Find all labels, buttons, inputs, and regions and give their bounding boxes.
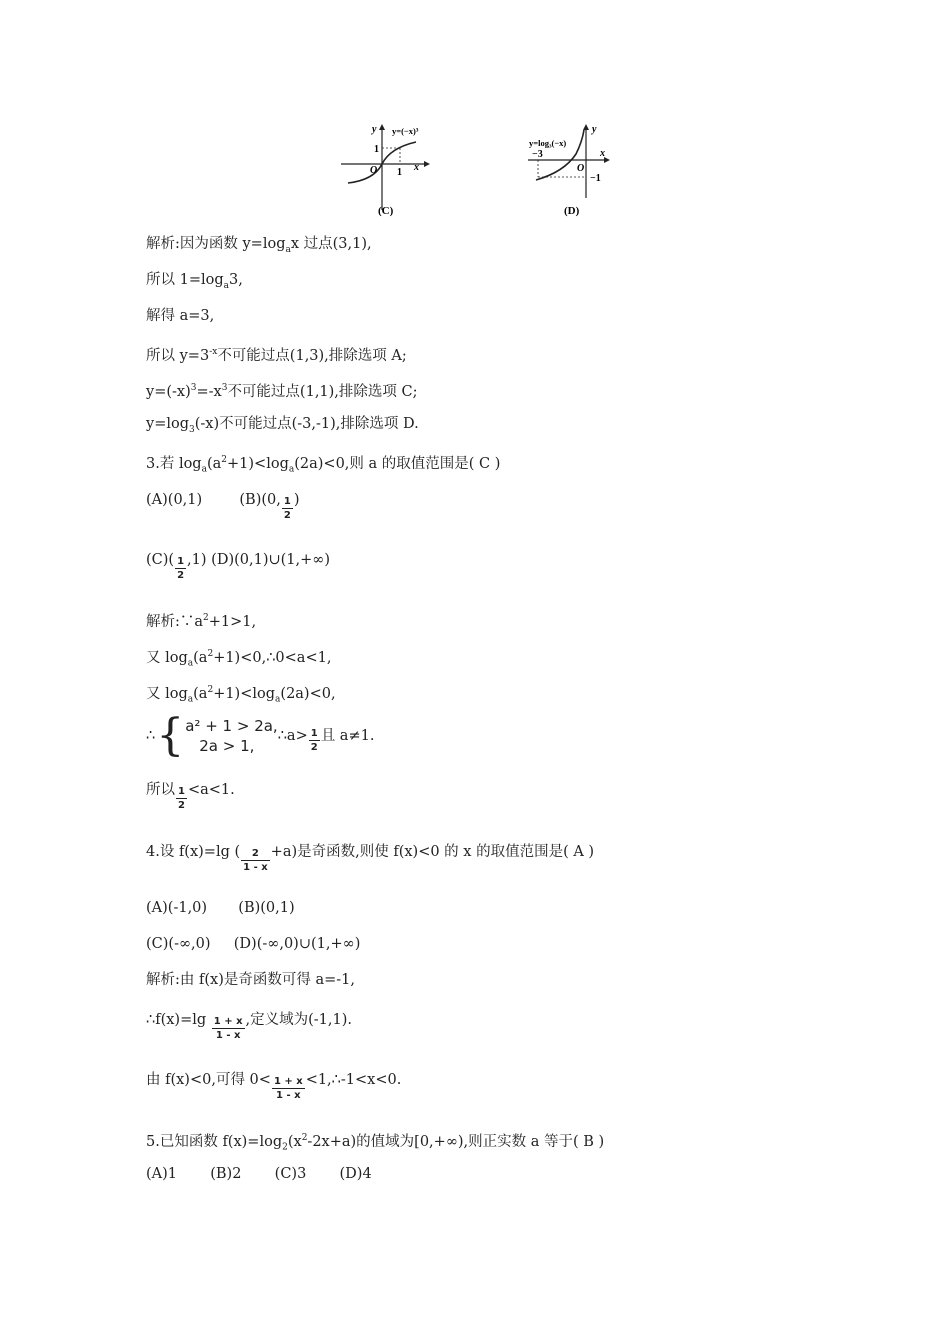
- text: <a<1.: [187, 782, 235, 798]
- fraction-half: [175, 555, 186, 582]
- q3-analysis-line-5: [146, 780, 235, 812]
- text: (x: [287, 1133, 302, 1150]
- sub: 2: [282, 1142, 288, 1153]
- text: ∴a>: [277, 728, 308, 744]
- graph-c: [336, 120, 436, 220]
- d-tick-x: −3: [532, 149, 543, 160]
- text: 所以 y=3: [146, 347, 210, 364]
- q5-options: [146, 1164, 372, 1184]
- text: 又 log: [146, 685, 188, 702]
- sub: a: [187, 658, 194, 669]
- text: +1)<log: [213, 685, 276, 702]
- sup: 3: [190, 383, 197, 393]
- den: 2: [178, 800, 185, 811]
- q4-analysis-line-2: [146, 1010, 352, 1042]
- q4-analysis-line-1: [146, 970, 355, 990]
- sup: 2: [207, 649, 214, 659]
- den: 2: [177, 570, 185, 581]
- fraction-2-over-1-minus-x: [241, 847, 270, 874]
- sup: 2: [301, 1133, 308, 1143]
- den: 1 - x: [215, 1030, 241, 1041]
- q5-stem: [146, 1128, 604, 1158]
- q4-options-cd: [146, 934, 360, 954]
- num: 1 + x: [273, 1076, 303, 1087]
- sub: a: [187, 694, 194, 705]
- option-c: (C)(-∞,0): [146, 936, 211, 952]
- q3-analysis-line-1: [146, 608, 256, 632]
- option-a: (A)1: [146, 1166, 178, 1182]
- left-brace: {: [156, 710, 185, 761]
- q2-analysis-line-3: [146, 306, 214, 326]
- text: (a: [193, 685, 208, 702]
- fraction-1-plus-x-over-1-minus-x: [272, 1075, 305, 1102]
- text: 所以 1=log: [146, 272, 224, 288]
- sub: a: [201, 464, 207, 475]
- d-func-label: y=log₃(−x): [529, 138, 567, 148]
- text: (-x)不可能过点(-3,-1),排除选项 D.: [194, 416, 419, 432]
- text: -2x+a)的值域为[0,+∞),则正实数 a 等于( B ): [307, 1133, 605, 1150]
- num: 2: [241, 847, 270, 861]
- text: (2a)<0,则 a 的取值范围是( C ): [294, 455, 501, 472]
- option-a: (A)(0,1): [146, 492, 203, 508]
- text: 解得 a=3,: [146, 308, 215, 324]
- c-tick-y: 1: [374, 144, 379, 155]
- d-figure-label: (D): [564, 205, 580, 217]
- q2-analysis-line-4: [146, 342, 407, 366]
- c-y-arrow: [379, 124, 385, 130]
- text: 解析:由 f(x)是奇函数可得 a=-1,: [146, 972, 355, 988]
- q3-options-cd: [146, 550, 330, 582]
- text: 不可能过点(1,3),排除选项 A;: [217, 347, 407, 364]
- num: 1 + x: [213, 1016, 243, 1027]
- q4-options-ab: [146, 898, 295, 918]
- num: 1: [283, 496, 291, 507]
- text: ,1): [187, 552, 207, 568]
- text: 不可能过点(1,1),排除选项 C;: [227, 383, 418, 400]
- d-x-label: x: [600, 148, 605, 159]
- option-b: (B)(0,: [239, 492, 281, 508]
- q3-options-ab: [146, 490, 300, 522]
- sup: 3: [221, 383, 228, 393]
- text: 且 a≠1.: [320, 728, 375, 744]
- text: 5.已知函数 f(x)=log: [146, 1133, 283, 1150]
- option-d: (D)(-∞,0)∪(1,+∞): [233, 936, 361, 952]
- sup: 2: [221, 455, 228, 465]
- text: 3.若 log: [146, 455, 202, 472]
- num: 1: [177, 556, 185, 567]
- text: y=(-x): [146, 383, 191, 400]
- d-y-label: y: [592, 124, 597, 135]
- text: +1)<0,∴0<a<1,: [213, 649, 332, 666]
- system-row-2: 2a > 1,: [199, 737, 255, 755]
- option-d: (D)4: [339, 1166, 372, 1182]
- text: (2a)<0,: [280, 685, 336, 702]
- option-c: (C)3: [274, 1166, 307, 1182]
- fraction-half: [309, 727, 320, 754]
- text: y=log: [146, 416, 189, 432]
- d-y-arrow: [583, 124, 589, 130]
- text: (a: [206, 455, 222, 472]
- text: ): [293, 492, 300, 508]
- sub: 3: [189, 424, 195, 435]
- c-figure-label: (C): [378, 205, 394, 217]
- den: 1 - x: [243, 862, 268, 873]
- fraction-half: [282, 495, 293, 522]
- sub: a: [285, 244, 291, 255]
- c-tick-x: 1: [397, 167, 402, 178]
- text: 4.设 f(x)=lg (: [146, 844, 241, 860]
- text: 解析:因为函数 y=log: [146, 236, 286, 252]
- q4-stem: [146, 842, 594, 874]
- inequality-system: [185, 716, 277, 756]
- option-b: (B)(0,1): [238, 900, 295, 916]
- option-b: (B)2: [210, 1166, 242, 1182]
- text: +1)<log: [227, 455, 289, 472]
- text: =-x: [196, 383, 222, 400]
- q4-analysis-line-3: [146, 1070, 401, 1102]
- text: +a)是奇函数,则使 f(x)<0 的 x 的取值范围是( A ): [270, 844, 595, 860]
- system-row-1: a² + 1 > 2a,: [185, 717, 278, 735]
- q3-stem: [146, 450, 500, 480]
- num: 1: [178, 786, 185, 797]
- c-func-label: y=(−x)³: [392, 126, 419, 136]
- den: 2: [310, 742, 318, 753]
- q2-analysis-line-5: [146, 378, 418, 402]
- c-origin: O: [370, 165, 378, 176]
- text: +1>1,: [208, 613, 257, 630]
- text: 由 f(x)<0,可得 0<: [146, 1072, 271, 1088]
- text: x 过点(3,1),: [290, 236, 372, 252]
- den: 2: [283, 510, 291, 521]
- text: ∴f(x)=lg: [146, 1012, 211, 1028]
- text: 解析:∵a: [146, 613, 204, 630]
- q2-analysis-line-6: [146, 414, 419, 440]
- fraction-half: [176, 785, 187, 812]
- sub: a: [288, 464, 295, 475]
- q3-analysis-line-4: [146, 710, 375, 761]
- q3-analysis-line-3: [146, 680, 336, 710]
- fraction-1-plus-x-over-1-minus-x: [212, 1015, 245, 1042]
- option-c: (C)(: [146, 552, 175, 568]
- c-y-label: y: [372, 124, 377, 135]
- den: 1 - x: [276, 1090, 301, 1101]
- text: 又 log: [146, 649, 188, 666]
- d-tick-y: −1: [590, 173, 601, 184]
- sub: a: [223, 280, 230, 291]
- sup: 2: [207, 685, 214, 695]
- c-x-label: x: [414, 162, 419, 173]
- c-x-arrow: [424, 161, 430, 167]
- graph-d: [524, 120, 624, 220]
- sub: a: [275, 694, 281, 705]
- text: 3,: [229, 272, 243, 288]
- sup: -x: [209, 347, 218, 357]
- option-d: (D)(0,1)∪(1,+∞): [211, 552, 330, 568]
- text: ∴: [146, 728, 156, 744]
- d-origin: O: [577, 163, 585, 174]
- text: ,定义域为(-1,1).: [245, 1012, 353, 1028]
- text: 所以: [146, 782, 175, 798]
- num: 1: [310, 728, 318, 739]
- text: <1,∴-1<x<0.: [305, 1072, 402, 1088]
- text: (a: [193, 649, 208, 666]
- q2-analysis-line-2: [146, 270, 243, 296]
- q3-analysis-line-2: [146, 644, 331, 674]
- sup: 2: [203, 613, 209, 623]
- option-a: (A)(-1,0): [146, 900, 208, 916]
- q2-analysis-line-1: [146, 234, 372, 260]
